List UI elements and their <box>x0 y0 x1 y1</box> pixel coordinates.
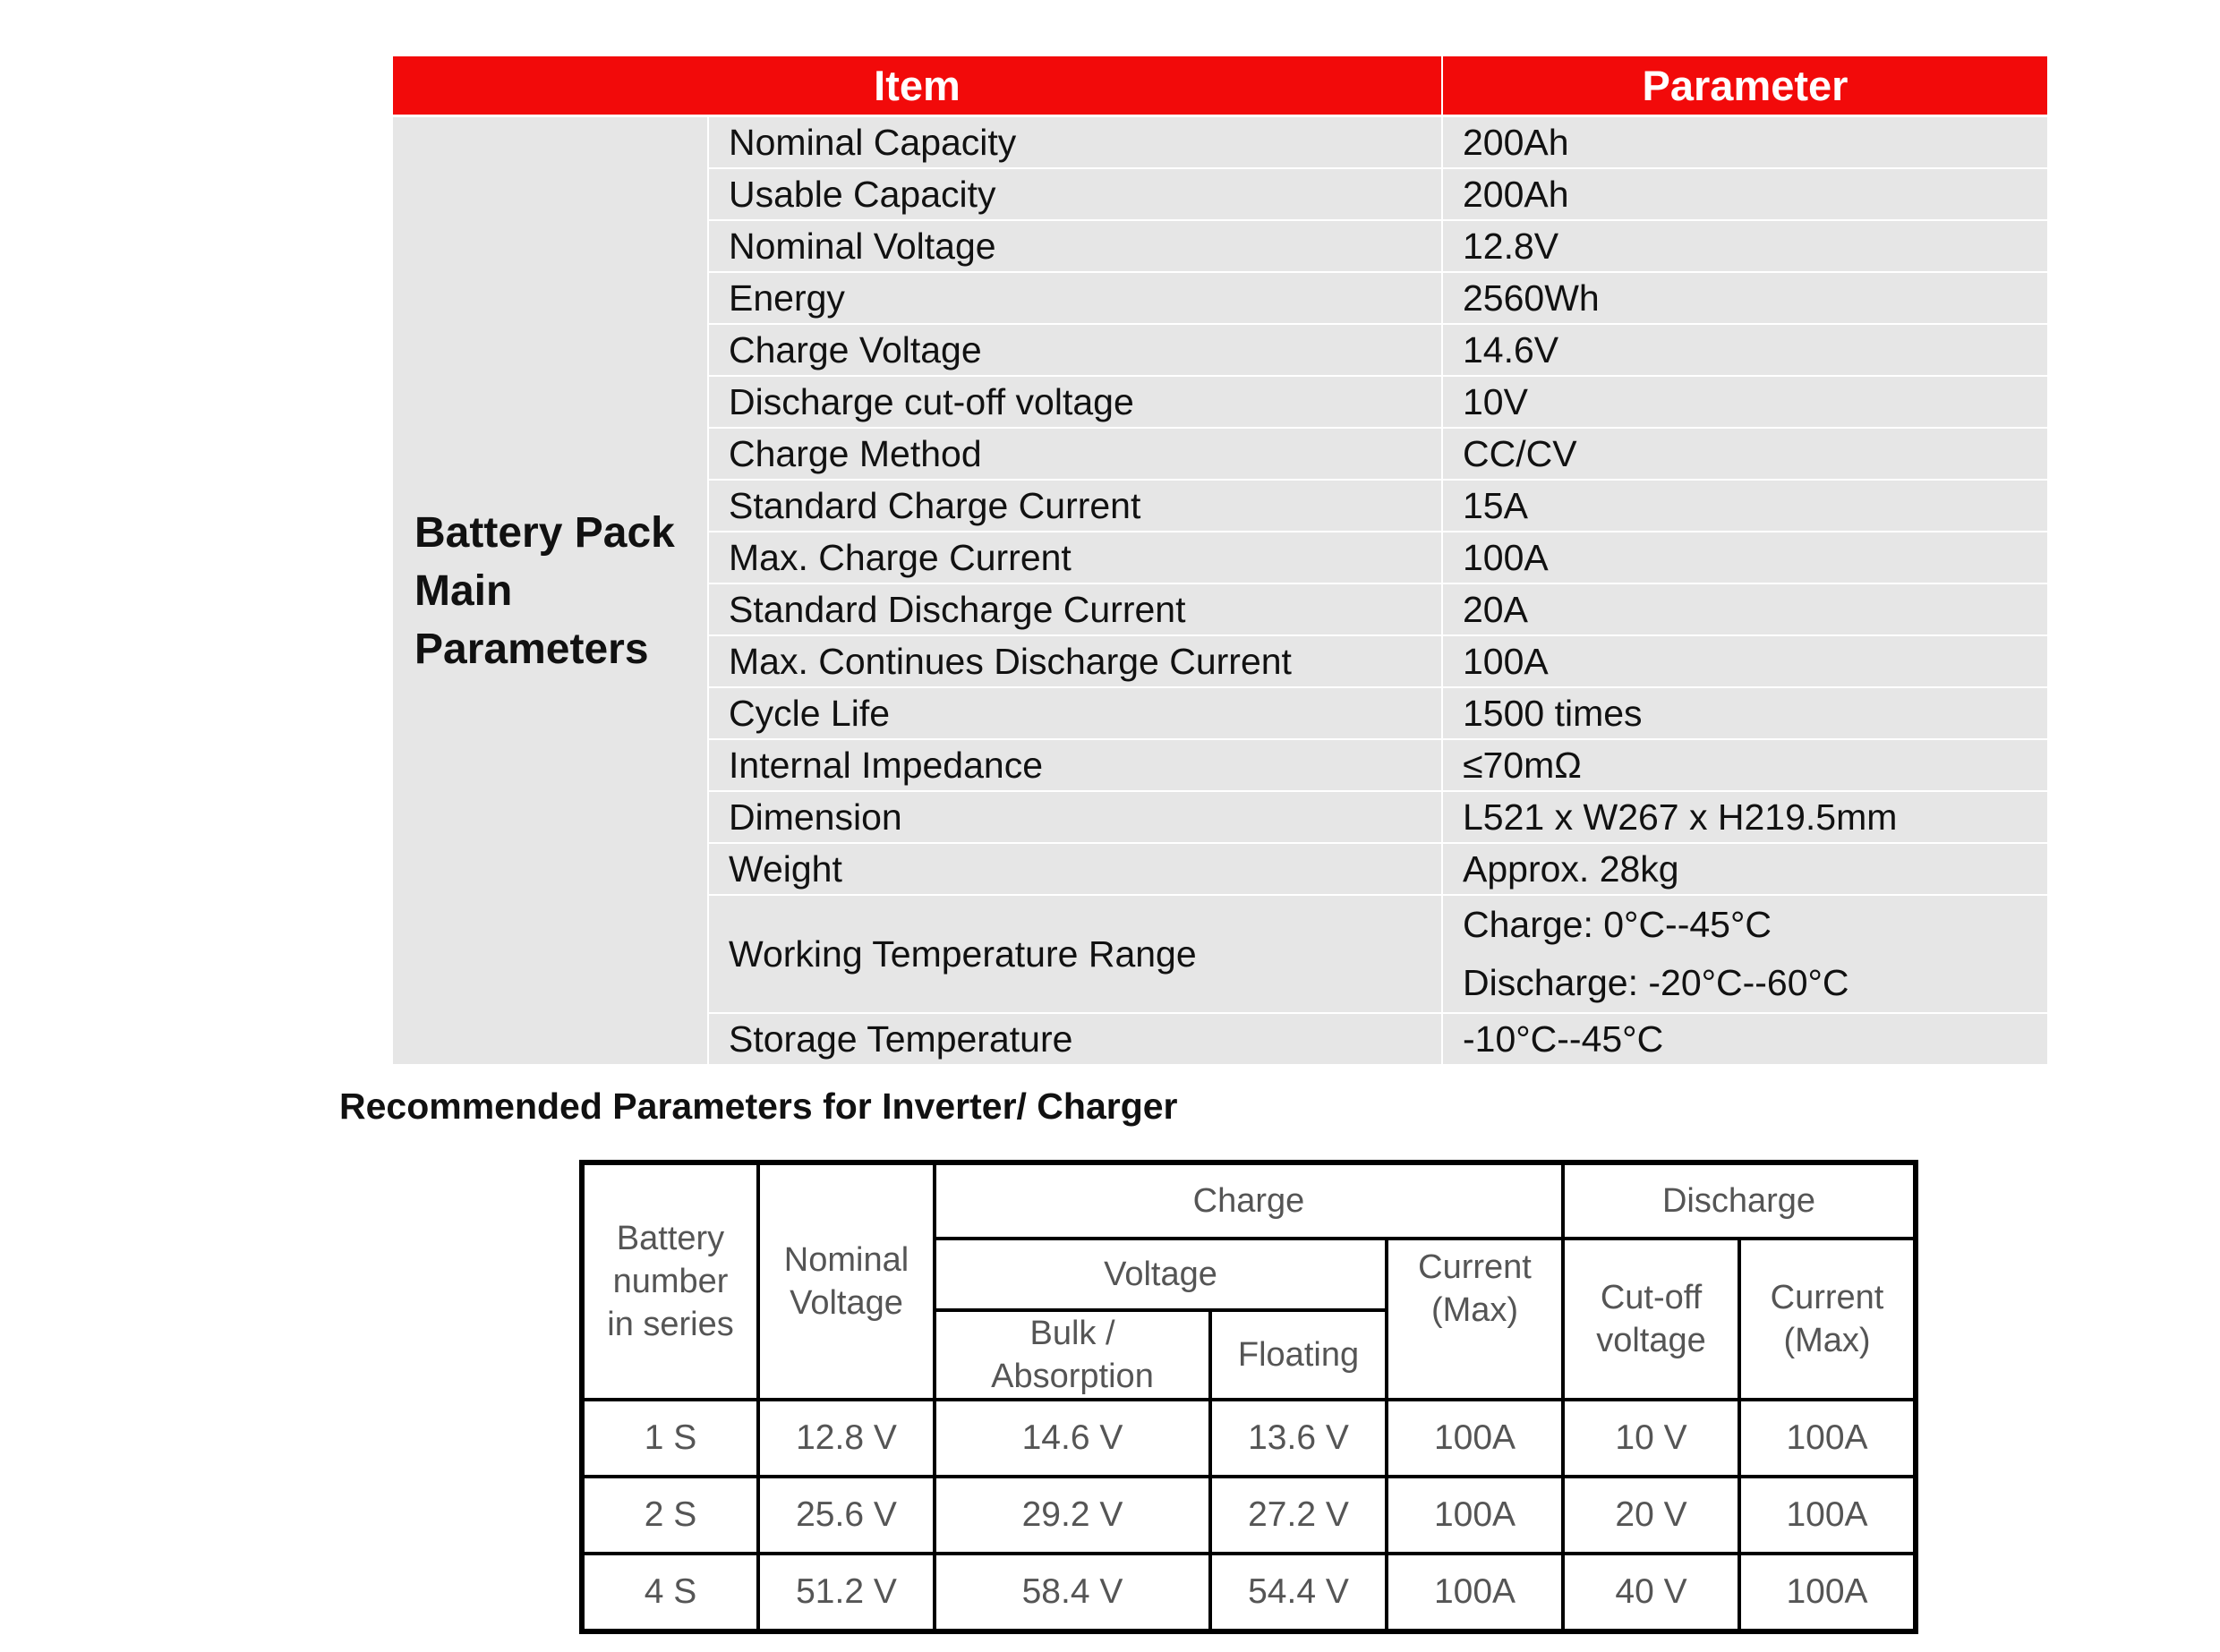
header-floating: Floating <box>1210 1310 1387 1400</box>
cell-cutoff-voltage: 10 V <box>1563 1400 1739 1477</box>
spec-item-value: 100A <box>1442 532 2047 583</box>
spec-item-label: Weight <box>708 843 1442 895</box>
cell-cutoff-voltage: 20 V <box>1563 1477 1739 1554</box>
cell-nominal-voltage: 25.6 V <box>758 1477 935 1554</box>
cell-nominal-voltage: 51.2 V <box>758 1554 935 1631</box>
header-voltage: Voltage <box>935 1239 1387 1310</box>
spec-item-value <box>1442 895 2047 1013</box>
spec-item-value: -10°C--45°C <box>1442 1013 2047 1065</box>
spec-item-value: 12.8V <box>1442 220 2047 272</box>
spec-item-value: 15A <box>1442 480 2047 532</box>
header-line: voltage <box>1596 1322 1706 1359</box>
spec-item-label: Standard Discharge Current <box>708 583 1442 635</box>
header-discharge-current <box>1739 1239 1916 1400</box>
spec-item-value: 14.6V <box>1442 324 2047 376</box>
cell-charge-current: 100A <box>1387 1477 1563 1554</box>
header-line: number <box>612 1263 729 1300</box>
spec-item-value: CC/CV <box>1442 428 2047 480</box>
spec-item-label: Max. Continues Discharge Current <box>708 635 1442 687</box>
recommended-title: Recommended Parameters for Inverter/ Charger <box>339 1086 1178 1127</box>
spec-item-label: Dimension <box>708 791 1442 843</box>
cell-charge-current: 100A <box>1387 1554 1563 1631</box>
spec-item-value: 100A <box>1442 635 2047 687</box>
recommended-parameters-table <box>579 1160 1918 1634</box>
header-parameter: Parameter <box>1442 56 2047 116</box>
table-row <box>582 1400 1916 1477</box>
spec-item-label: Internal Impedance <box>708 739 1442 791</box>
spec-item-label: Storage Temperature <box>708 1013 1442 1065</box>
header-line: Bulk / <box>1029 1315 1115 1352</box>
cell-discharge-current: 100A <box>1739 1477 1916 1554</box>
spec-item-value: ≤70mΩ <box>1442 739 2047 791</box>
header-line: Current <box>1418 1248 1532 1286</box>
header-line: Nominal <box>783 1241 909 1279</box>
cell-bulk-voltage: 14.6 V <box>935 1400 1210 1477</box>
spec-header-row <box>393 56 2047 116</box>
spec-item-value: L521 x W267 x H219.5mm <box>1442 791 2047 843</box>
group-label-line: Main <box>414 566 513 615</box>
header-line: Cut-off <box>1600 1279 1703 1316</box>
spec-item-value: 200Ah <box>1442 168 2047 220</box>
spec-value-line: Discharge: -20°C--60°C <box>1463 962 1849 1003</box>
spec-item-label: Usable Capacity <box>708 168 1442 220</box>
cell-floating-voltage: 13.6 V <box>1210 1400 1387 1477</box>
cell-cutoff-voltage: 40 V <box>1563 1554 1739 1631</box>
spec-item-label: Energy <box>708 272 1442 324</box>
spec-item-label: Max. Charge Current <box>708 532 1442 583</box>
header-line: Voltage <box>790 1284 903 1322</box>
header-line: Absorption <box>991 1358 1154 1395</box>
spec-item-value: 2560Wh <box>1442 272 2047 324</box>
cell-floating-voltage: 54.4 V <box>1210 1554 1387 1631</box>
cell-charge-current: 100A <box>1387 1400 1563 1477</box>
spec-item-label: Nominal Capacity <box>708 116 1442 169</box>
group-label <box>393 116 708 1066</box>
header-battery-number <box>582 1162 758 1400</box>
spec-item-value: 1500 times <box>1442 687 2047 739</box>
spec-item-label: Cycle Life <box>708 687 1442 739</box>
spec-item-label: Working Temperature Range <box>708 895 1442 1013</box>
group-label-line: Parameters <box>414 625 649 673</box>
cell-floating-voltage: 27.2 V <box>1210 1477 1387 1554</box>
spec-item-label: Nominal Voltage <box>708 220 1442 272</box>
cell-bulk-voltage: 29.2 V <box>935 1477 1210 1554</box>
header-bulk-absorption <box>935 1310 1210 1400</box>
header-line: in series <box>607 1306 734 1343</box>
table-row <box>582 1554 1916 1631</box>
spec-value-line: Charge: 0°C--45°C <box>1463 904 1772 945</box>
header-cutoff-voltage <box>1563 1239 1739 1400</box>
header-line: (Max) <box>1783 1322 1871 1359</box>
header-nominal-voltage <box>758 1162 935 1400</box>
spec-item-label: Discharge cut-off voltage <box>708 376 1442 428</box>
header-line: Battery <box>616 1220 725 1257</box>
cell-battery-number: 4 S <box>582 1554 758 1631</box>
cell-discharge-current: 100A <box>1739 1554 1916 1631</box>
spec-item-label: Charge Method <box>708 428 1442 480</box>
spec-item-value: 20A <box>1442 583 2047 635</box>
cell-discharge-current: 100A <box>1739 1400 1916 1477</box>
battery-spec-table <box>393 56 2047 1066</box>
cell-nominal-voltage: 12.8 V <box>758 1400 935 1477</box>
spec-item-value: 10V <box>1442 376 2047 428</box>
spec-row <box>393 116 2047 169</box>
header-line: (Max) <box>1430 1291 1519 1329</box>
table-row <box>582 1477 1916 1554</box>
spec-item-label: Standard Charge Current <box>708 480 1442 532</box>
header-discharge: Discharge <box>1563 1162 1916 1239</box>
group-label-line: Battery Pack <box>414 508 675 557</box>
spec-item-value: Approx. 28kg <box>1442 843 2047 895</box>
header-charge-current <box>1387 1239 1563 1400</box>
header-charge: Charge <box>935 1162 1563 1239</box>
header-item: Item <box>393 56 1442 116</box>
spec-item-label: Charge Voltage <box>708 324 1442 376</box>
cell-bulk-voltage: 58.4 V <box>935 1554 1210 1631</box>
cell-battery-number: 1 S <box>582 1400 758 1477</box>
header-line: Current <box>1770 1279 1884 1316</box>
cell-battery-number: 2 S <box>582 1477 758 1554</box>
spec-item-value: 200Ah <box>1442 116 2047 169</box>
